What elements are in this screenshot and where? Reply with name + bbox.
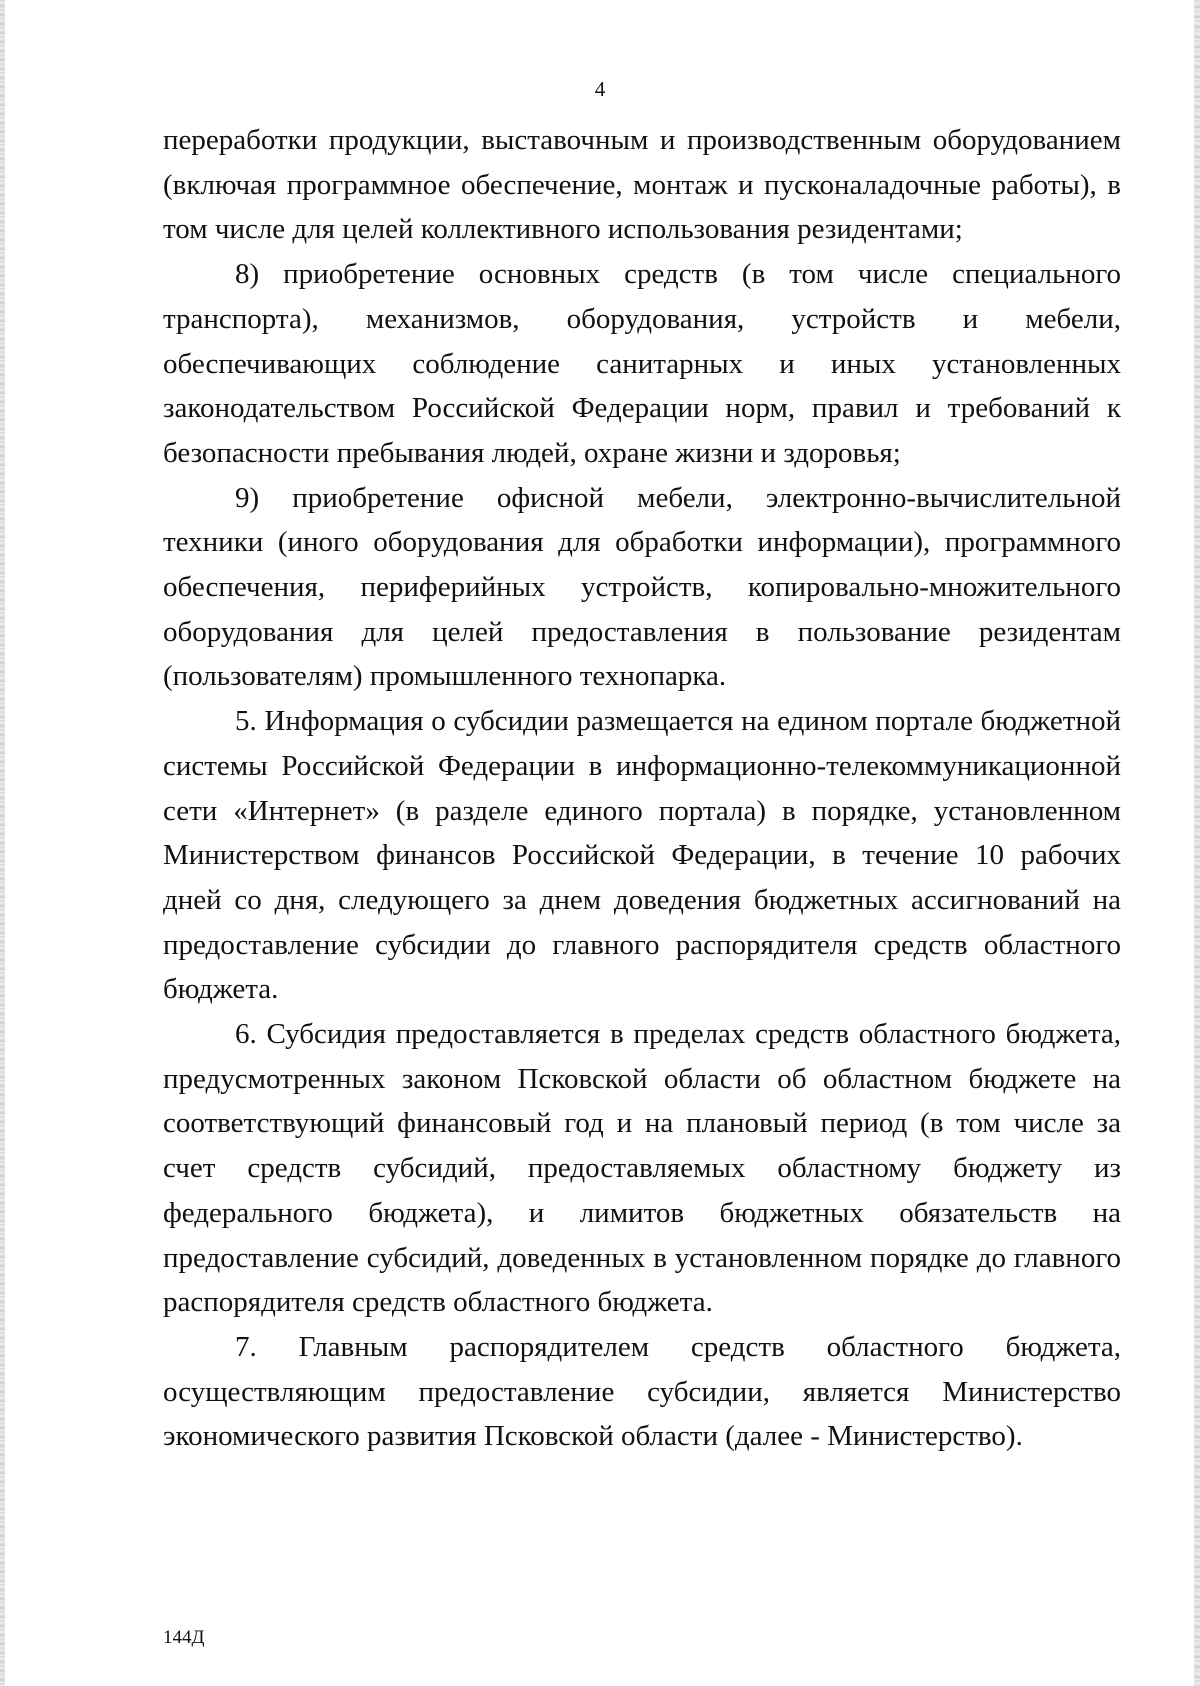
footer-document-code: 144Д bbox=[163, 1627, 205, 1648]
scan-edge-right bbox=[1194, 0, 1200, 1686]
document-body bbox=[163, 118, 1121, 1459]
page-number: 4 bbox=[594, 77, 606, 101]
paragraph-item-9: 9) приобретение офисной мебели, электронно-вычислительной техники (иного оборудования для обработки информации), программного обеспечения, периферийных устройств, копировально-множительного оборудования для целей предоставления в пользование резидентам (пользователям) промышленного технопарка. bbox=[163, 481, 1121, 693]
scan-edge-left bbox=[0, 0, 5, 1686]
paragraph-section-7: 7. Главным распорядителем средств областного бюджета, осуществляющим предоставление субсидии, является Министерство экономического развития Псковской области (далее - Министерство). bbox=[163, 1330, 1121, 1453]
paragraph-continuation: переработки продукции, выставочным и производственным оборудованием (включая программное обеспечение, монтаж и пусконаладочные работы), в том числе для целей коллективного использования резидентами; bbox=[163, 124, 1121, 246]
paragraph-section-5: 5. Информация о субсидии размещается на едином портале бюджетной системы Российской Федерации в информационно-телекоммуникационной сети «Интернет» (в разделе единого портала) в порядке, установленном Министерством финансов Российской Федерации, в течение 10 рабочих дней со дня, следующего за днем доведения бюджетных ассигнований на предоставление субсидии до главного распорядителя средств областного бюджета. bbox=[163, 705, 1121, 1006]
paragraph-section-6: 6. Субсидия предоставляется в пределах средств областного бюджета, предусмотренных законом Псковской области об областном бюджете на соответствующий финансовый год и на плановый период (в том числе за счет средств субсидий, предоставляемых областному бюджету из федерального бюджета), и лимитов бюджетных обязательств на предоставление субсидий, доведенных в установленном порядке до главного распорядителя средств областного бюджета. bbox=[163, 1018, 1121, 1319]
paragraph-item-8: 8) приобретение основных средств (в том числе специального транспорта), механизмов, оборудования, устройств и мебели, обеспечивающих соблюдение санитарных и иных установленных законодательством Российской Федерации норм, правил и требований к безопасности пребывания людей, охране жизни и здоровья; bbox=[163, 258, 1121, 469]
